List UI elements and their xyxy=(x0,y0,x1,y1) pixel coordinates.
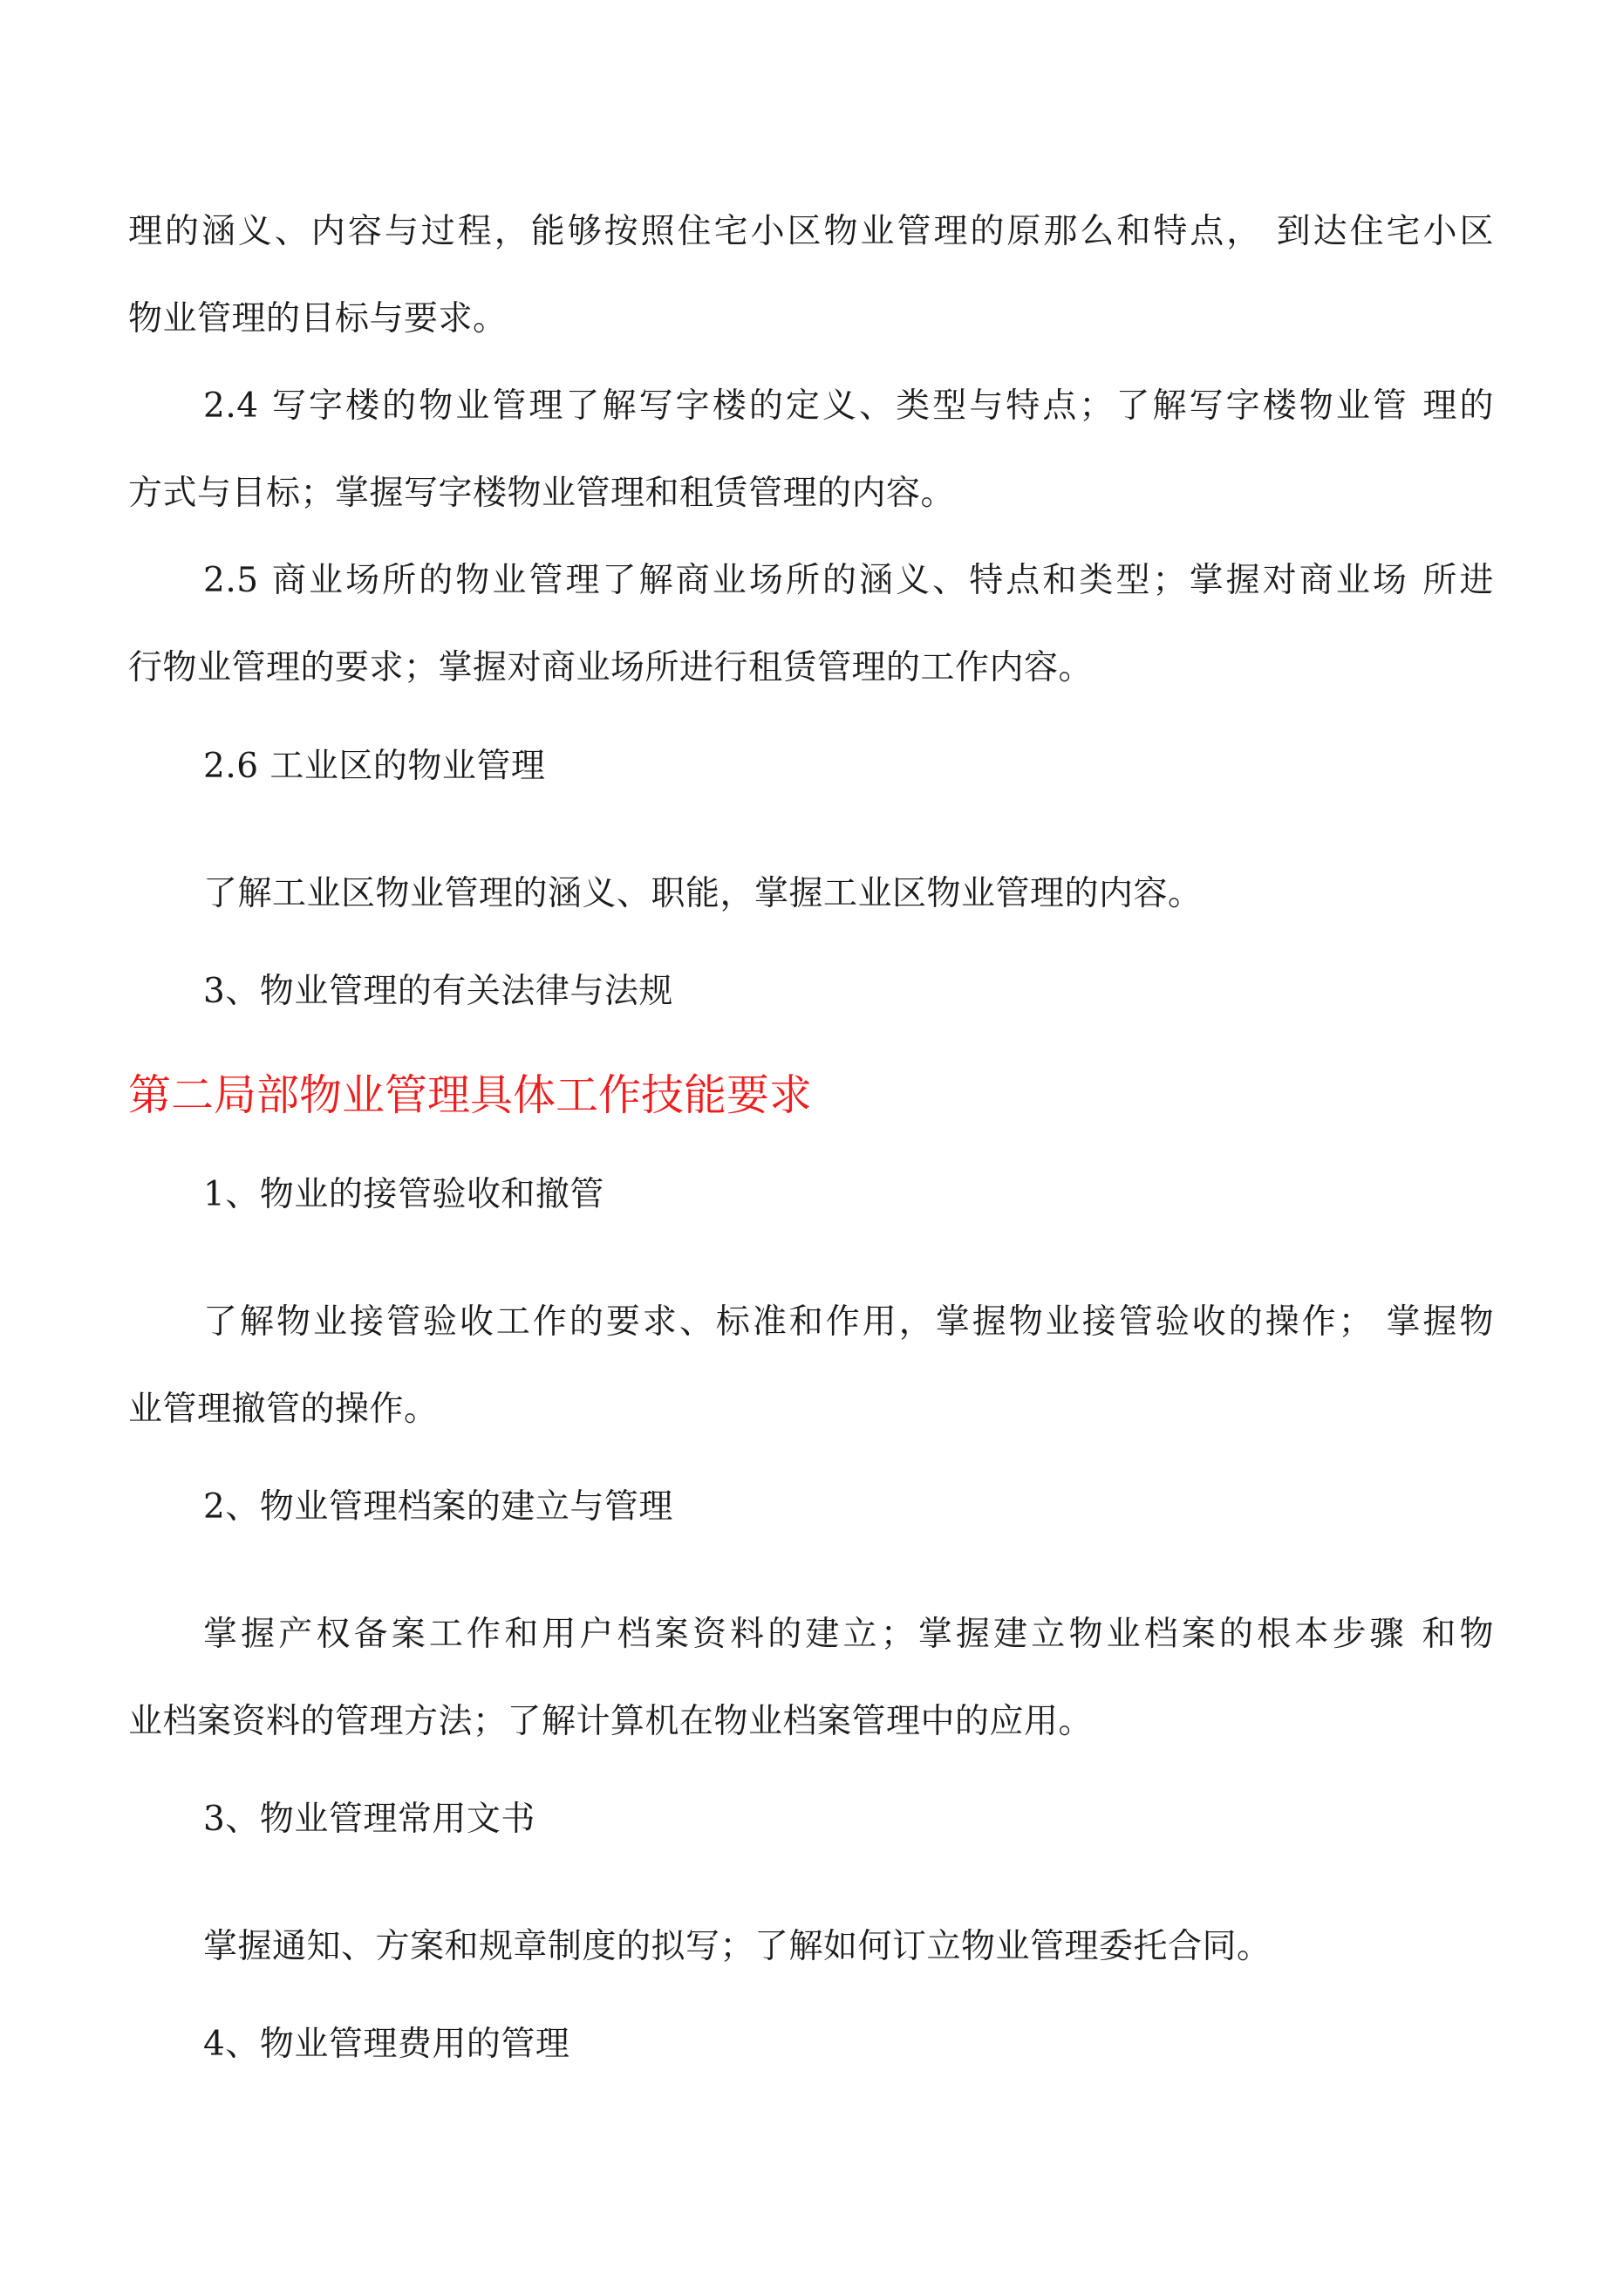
paragraph-line: 方式与目标；掌握写字楼物业管理和租赁管理的内容。 xyxy=(128,474,956,513)
section-subheading: 3、物业管理常用文书 xyxy=(203,1800,535,1839)
paragraph-line: 行物业管理的要求；掌握对商业场所进行租赁管理的工作内容。 xyxy=(128,648,1094,687)
paragraph-line: 了解物业接管验收工作的要求、标准和作用，掌握物业接管验收的操作； 掌握物 xyxy=(203,1302,1494,1342)
paragraph-line: 业管理撤管的操作。 xyxy=(128,1390,439,1429)
paragraph-line: 了解工业区物业管理的涵义、职能，掌握工业区物业管理的内容。 xyxy=(203,874,1203,913)
paragraph-line: 物业管理的目标与要求。 xyxy=(128,299,508,338)
section-subheading: 3、物业管理的有关法律与法规 xyxy=(203,972,673,1011)
paragraph-line: 掌握产权备案工作和用户档案资料的建立；掌握建立物业档案的根本步骤 和物 xyxy=(203,1615,1494,1654)
paragraph-line: 业档案资料的管理方法；了解计算机在物业档案管理中的应用。 xyxy=(128,1702,1094,1741)
paragraph-line: 2.5 商业场所的物业管理了解商业场所的涵义、特点和类型；掌握对商业场 所进 xyxy=(203,561,1494,600)
section-subheading: 2.6 工业区的物业管理 xyxy=(203,747,546,786)
section-subheading: 2、物业管理档案的建立与管理 xyxy=(203,1487,673,1527)
paragraph-line: 2.4 写字楼的物业管理了解写字楼的定义、类型与特点；了解写字楼物业管 理的 xyxy=(203,386,1494,426)
section-heading: 第二局部物业管理具体工作技能要求 xyxy=(128,1070,813,1120)
section-subheading: 1、物业的接管验收和撤管 xyxy=(203,1175,604,1214)
paragraph-line: 理的涵义、内容与过程，能够按照住宅小区物业管理的原那么和特点， 到达住宅小区 xyxy=(128,212,1494,251)
paragraph-line: 掌握通知、方案和规章制度的拟写；了解如何订立物业管理委托合同。 xyxy=(203,1927,1272,1966)
section-subheading: 4、物业管理费用的管理 xyxy=(203,2025,570,2064)
